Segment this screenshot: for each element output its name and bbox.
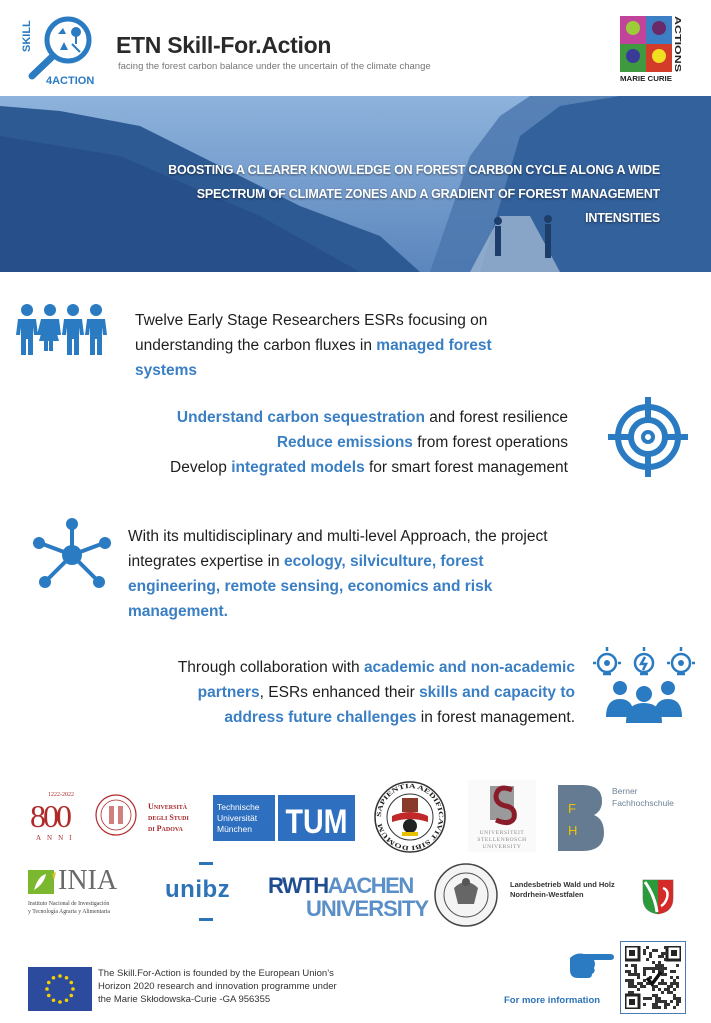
stellenbosch-line: UNIVERSITEIT bbox=[479, 830, 525, 836]
qr-module bbox=[661, 979, 664, 982]
qr-module bbox=[655, 1000, 658, 1003]
padova-line: di Padova bbox=[148, 824, 183, 833]
qr-module bbox=[646, 958, 649, 961]
stellenbosch-logo bbox=[468, 780, 536, 852]
qr-module bbox=[664, 958, 667, 961]
qr-module bbox=[676, 1003, 679, 1006]
bfh-line: Berner bbox=[612, 786, 638, 796]
qr-module bbox=[640, 982, 643, 985]
funding-line: the Marie Skłodowska-Curie -GA 956355 bbox=[98, 994, 271, 1005]
qr-module bbox=[673, 994, 676, 997]
valladolid-motto: SAPIENTIA AEDIFICAVIT SIBI DOMUM bbox=[375, 782, 445, 852]
logo-text-skill: SKILL bbox=[21, 20, 33, 52]
bfh-line: Fachhochschule bbox=[612, 798, 674, 808]
text-part: from forest operations bbox=[412, 434, 568, 451]
valladolid-seal-logo bbox=[372, 778, 448, 856]
stellenbosch-line: UNIVERSITY bbox=[482, 844, 522, 850]
qr-module bbox=[658, 955, 661, 958]
qr-code-image bbox=[625, 946, 681, 1009]
qr-module bbox=[628, 970, 631, 973]
qr-module bbox=[652, 994, 655, 997]
qr-module bbox=[664, 952, 667, 955]
qr-module bbox=[655, 985, 658, 988]
qr-module bbox=[658, 961, 661, 964]
qr-module bbox=[661, 964, 664, 967]
qr-module bbox=[631, 964, 634, 967]
qr-module bbox=[628, 985, 631, 988]
unibz-bar-top bbox=[199, 862, 213, 865]
qr-module bbox=[643, 985, 646, 988]
text-highlight: ecology, silviculture, forest engineering, remote sensing, economics and risk management. bbox=[128, 553, 493, 620]
qr-module bbox=[625, 979, 628, 982]
text-highlight: skills and capacity to address future challenges bbox=[224, 684, 575, 726]
tum-line: Technische bbox=[217, 802, 260, 812]
qr-module bbox=[628, 982, 631, 985]
padova-line: Università bbox=[148, 802, 188, 811]
text-highlight: integrated models bbox=[231, 459, 365, 476]
funding-line: The Skill.For-Action is founded by the European Union’s bbox=[98, 968, 334, 979]
inia-line: y Tecnología Agraria y Alimentaria bbox=[28, 909, 110, 915]
skill4action-logo bbox=[18, 12, 108, 88]
qr-module bbox=[670, 982, 673, 985]
qr-module bbox=[676, 997, 679, 1000]
qr-module bbox=[673, 1006, 676, 1009]
qr-module bbox=[670, 985, 673, 988]
text-highlight: Reduce emissions bbox=[276, 434, 413, 451]
goal-line bbox=[120, 455, 568, 480]
qr-module bbox=[637, 976, 640, 979]
inia-line: Instituto Nacional de Investigación bbox=[28, 901, 110, 907]
banner-line: INTENSITIES bbox=[585, 211, 660, 225]
padova-years: 1222-2022 bbox=[48, 792, 74, 798]
qr-module bbox=[676, 964, 679, 967]
qr-module bbox=[643, 952, 646, 955]
qr-module bbox=[658, 988, 661, 991]
qr-module bbox=[637, 973, 640, 976]
qr-module bbox=[658, 967, 661, 970]
padova-name bbox=[148, 801, 189, 834]
qr-module bbox=[634, 985, 637, 988]
banner-line: SPECTRUM OF CLIMATE ZONES AND A GRADIENT OF FOREST MANAGEMENT bbox=[196, 187, 660, 201]
qr-module bbox=[625, 964, 628, 967]
text-part: , ESRs enhanced their bbox=[259, 684, 420, 701]
text-highlight: academic and non-academic partners bbox=[197, 659, 575, 701]
padova-line: degli Studi bbox=[148, 813, 189, 822]
qr-module bbox=[655, 1006, 658, 1009]
qr-module bbox=[664, 946, 667, 949]
qr-module bbox=[652, 988, 655, 991]
text-highlight: managed forest systems bbox=[135, 337, 492, 379]
qr-module bbox=[676, 1000, 679, 1003]
more-info-link[interactable]: For more information bbox=[504, 995, 601, 1006]
page-subtitle: facing the forest carbon balance under the uncertain of the climate change bbox=[118, 61, 431, 72]
qr-module bbox=[673, 988, 676, 991]
padova-800: 800 bbox=[30, 798, 69, 834]
unibz-name: unibz bbox=[165, 876, 231, 903]
eu-star bbox=[69, 994, 73, 998]
qr-module bbox=[658, 1000, 661, 1003]
qr-module bbox=[661, 982, 664, 985]
qr-module bbox=[655, 1003, 658, 1006]
rwth-aachen-logo bbox=[268, 873, 429, 922]
tum-mark bbox=[278, 795, 355, 841]
researchers-text bbox=[135, 308, 535, 383]
eu-star bbox=[47, 981, 51, 985]
eu-star bbox=[58, 974, 62, 978]
qr-module bbox=[676, 982, 679, 985]
qr-module bbox=[658, 1006, 661, 1009]
qr-module bbox=[673, 979, 676, 982]
qr-module bbox=[643, 949, 646, 952]
eu-star bbox=[65, 998, 69, 1002]
qr-module bbox=[661, 991, 664, 994]
qr-module bbox=[664, 1000, 667, 1003]
qr-module bbox=[664, 967, 667, 970]
pointing-hand-icon bbox=[566, 950, 614, 982]
target-icon bbox=[606, 395, 690, 479]
eu-star bbox=[52, 976, 56, 980]
nrw-coat-of-arms-icon bbox=[641, 878, 675, 916]
inia-mark-icon bbox=[28, 870, 58, 896]
banner-line: BOOSTING A CLEARER KNOWLEDGE ON FOREST CARBON CYCLE ALONG A WIDE bbox=[168, 163, 660, 177]
qr-module bbox=[631, 985, 634, 988]
approach-text bbox=[128, 524, 578, 624]
funding-statement bbox=[98, 967, 337, 1006]
qr-module bbox=[673, 997, 676, 1000]
eu-star bbox=[47, 994, 51, 998]
qr-module bbox=[649, 967, 652, 970]
stellenbosch-line: STELLENBOSCH bbox=[477, 837, 527, 843]
text-part: Twelve Early Stage Researchers ESRs focusing on understanding the carbon fluxes in bbox=[135, 312, 488, 354]
qr-module bbox=[664, 1006, 667, 1009]
qr-module bbox=[631, 973, 634, 976]
qr-module bbox=[637, 988, 640, 991]
goal-line bbox=[120, 430, 568, 455]
qr-module bbox=[676, 985, 679, 988]
qr-module bbox=[667, 1003, 670, 1006]
university-seal-logo bbox=[430, 862, 502, 928]
qr-module bbox=[652, 961, 655, 964]
qr-module bbox=[643, 973, 646, 976]
mca-text: MARIE CURIE bbox=[620, 74, 673, 83]
eu-star bbox=[52, 998, 56, 1002]
qr-module bbox=[679, 1000, 681, 1003]
eu-star bbox=[69, 981, 73, 985]
qr-module bbox=[670, 1000, 673, 1003]
eu-star bbox=[71, 987, 75, 991]
stellenbosch-mark-icon bbox=[468, 780, 536, 830]
qr-module bbox=[661, 967, 664, 970]
eu-star bbox=[45, 987, 49, 991]
qr-module bbox=[664, 988, 667, 991]
tum-mark-text: TUM bbox=[285, 803, 348, 841]
svg-text:F: F bbox=[568, 801, 576, 816]
eu-flag-icon bbox=[28, 967, 92, 1011]
bfh-logo bbox=[556, 783, 676, 853]
funding-line: Horizon 2020 research and innovation programme under bbox=[98, 981, 337, 992]
tum-name bbox=[213, 795, 275, 841]
collaboration-text bbox=[140, 655, 575, 730]
inia-logo bbox=[28, 866, 158, 921]
qr-module bbox=[661, 952, 664, 955]
qr-module bbox=[673, 982, 676, 985]
goals-text bbox=[120, 405, 568, 480]
tum-line: Universität bbox=[217, 813, 258, 823]
tum-logo bbox=[213, 795, 355, 841]
qr-module bbox=[670, 976, 673, 979]
qr-module bbox=[661, 1000, 664, 1003]
ideas-team-icon bbox=[590, 643, 700, 723]
qr-module bbox=[667, 991, 670, 994]
qr-module bbox=[664, 982, 667, 985]
qr-module bbox=[655, 964, 658, 967]
qr-module bbox=[625, 970, 628, 973]
qr-module bbox=[634, 964, 637, 967]
qr-module bbox=[652, 967, 655, 970]
qr-module bbox=[652, 970, 655, 973]
svg-text:H: H bbox=[568, 823, 578, 838]
qr-module bbox=[655, 949, 658, 952]
page-title: ETN Skill-For.Action bbox=[116, 32, 332, 58]
qr-module bbox=[643, 970, 646, 973]
tum-mark-icon bbox=[278, 795, 355, 841]
qr-module bbox=[652, 1006, 655, 1009]
qr-module bbox=[655, 994, 658, 997]
qr-module bbox=[664, 1003, 667, 1006]
text-part: With its multidisciplinary and multi-level Approach, the project integrates expertise in bbox=[128, 528, 548, 570]
text-part: for smart forest management bbox=[364, 459, 568, 476]
qr-module bbox=[670, 991, 673, 994]
landes-line: Landesbetrieb Wald und Holz bbox=[510, 880, 615, 889]
bfh-mark-icon bbox=[556, 783, 606, 853]
rwth-text: RWTH bbox=[268, 873, 328, 898]
qr-module bbox=[637, 982, 640, 985]
unibz-bar-bottom bbox=[199, 918, 213, 921]
banner-headline bbox=[100, 158, 660, 230]
qr-module bbox=[658, 997, 661, 1000]
landesbetrieb-logo-text bbox=[510, 880, 615, 900]
qr-module bbox=[658, 964, 661, 967]
qr-module bbox=[652, 1003, 655, 1006]
padova-seal-icon bbox=[94, 792, 138, 838]
stellenbosch-name bbox=[468, 830, 536, 851]
qr-code[interactable] bbox=[620, 941, 686, 1014]
qr-module bbox=[646, 946, 649, 949]
qr-module bbox=[634, 967, 637, 970]
qr-module bbox=[631, 982, 634, 985]
university-text: UNIVERSITY bbox=[306, 896, 429, 921]
qr-module bbox=[631, 979, 634, 982]
qr-module bbox=[628, 979, 631, 982]
qr-module bbox=[631, 991, 634, 994]
qr-module bbox=[658, 982, 661, 985]
qr-module bbox=[649, 997, 652, 1000]
qr-module bbox=[676, 976, 679, 979]
eu-star bbox=[65, 976, 69, 980]
qr-module bbox=[670, 970, 673, 973]
qr-module bbox=[634, 970, 637, 973]
qr-module bbox=[667, 985, 670, 988]
qr-module bbox=[673, 970, 676, 973]
qr-module bbox=[646, 997, 649, 1000]
qr-module bbox=[640, 985, 643, 988]
qr-module bbox=[649, 955, 652, 958]
qr-module bbox=[643, 1003, 646, 1006]
qr-module bbox=[634, 973, 637, 976]
padova-anni: ANNI bbox=[36, 834, 78, 842]
qr-module bbox=[655, 967, 658, 970]
padova-logo bbox=[30, 790, 142, 848]
text-part: in forest management. bbox=[416, 709, 575, 726]
inia-name: INIA bbox=[58, 865, 118, 896]
text-highlight: Understand carbon sequestration bbox=[176, 409, 425, 426]
qr-module bbox=[661, 955, 664, 958]
eu-star bbox=[58, 1000, 62, 1004]
text-part: and forest resilience bbox=[424, 409, 568, 426]
header bbox=[0, 0, 711, 95]
network-icon bbox=[32, 517, 112, 589]
mca-side-text: ACTIONS bbox=[673, 16, 682, 52]
goal-line bbox=[120, 405, 568, 430]
text-part: Through collaboration with bbox=[177, 659, 364, 676]
logo-text-4action: 4ACTION bbox=[46, 75, 95, 87]
qr-module bbox=[628, 991, 631, 994]
qr-module bbox=[664, 973, 667, 976]
qr-module bbox=[655, 997, 658, 1000]
tum-line: München bbox=[217, 824, 252, 834]
unibz-logo bbox=[165, 862, 245, 922]
qr-module bbox=[646, 967, 649, 970]
marie-curie-actions-logo bbox=[618, 14, 684, 84]
qr-module bbox=[667, 988, 670, 991]
qr-module bbox=[652, 949, 655, 952]
landes-line: Nordrhein-Westfalen bbox=[510, 890, 584, 899]
qr-module bbox=[628, 973, 631, 976]
bfh-name bbox=[612, 785, 674, 809]
qr-module bbox=[643, 967, 646, 970]
qr-module bbox=[643, 979, 646, 982]
qr-module bbox=[679, 997, 681, 1000]
people-icon bbox=[16, 303, 108, 355]
aachen-text: AACHEN bbox=[327, 873, 413, 898]
text-part: Develop bbox=[170, 459, 232, 476]
inia-fullname bbox=[28, 900, 110, 916]
qr-module bbox=[643, 997, 646, 1000]
hero-banner bbox=[0, 96, 711, 272]
qr-module bbox=[649, 952, 652, 955]
